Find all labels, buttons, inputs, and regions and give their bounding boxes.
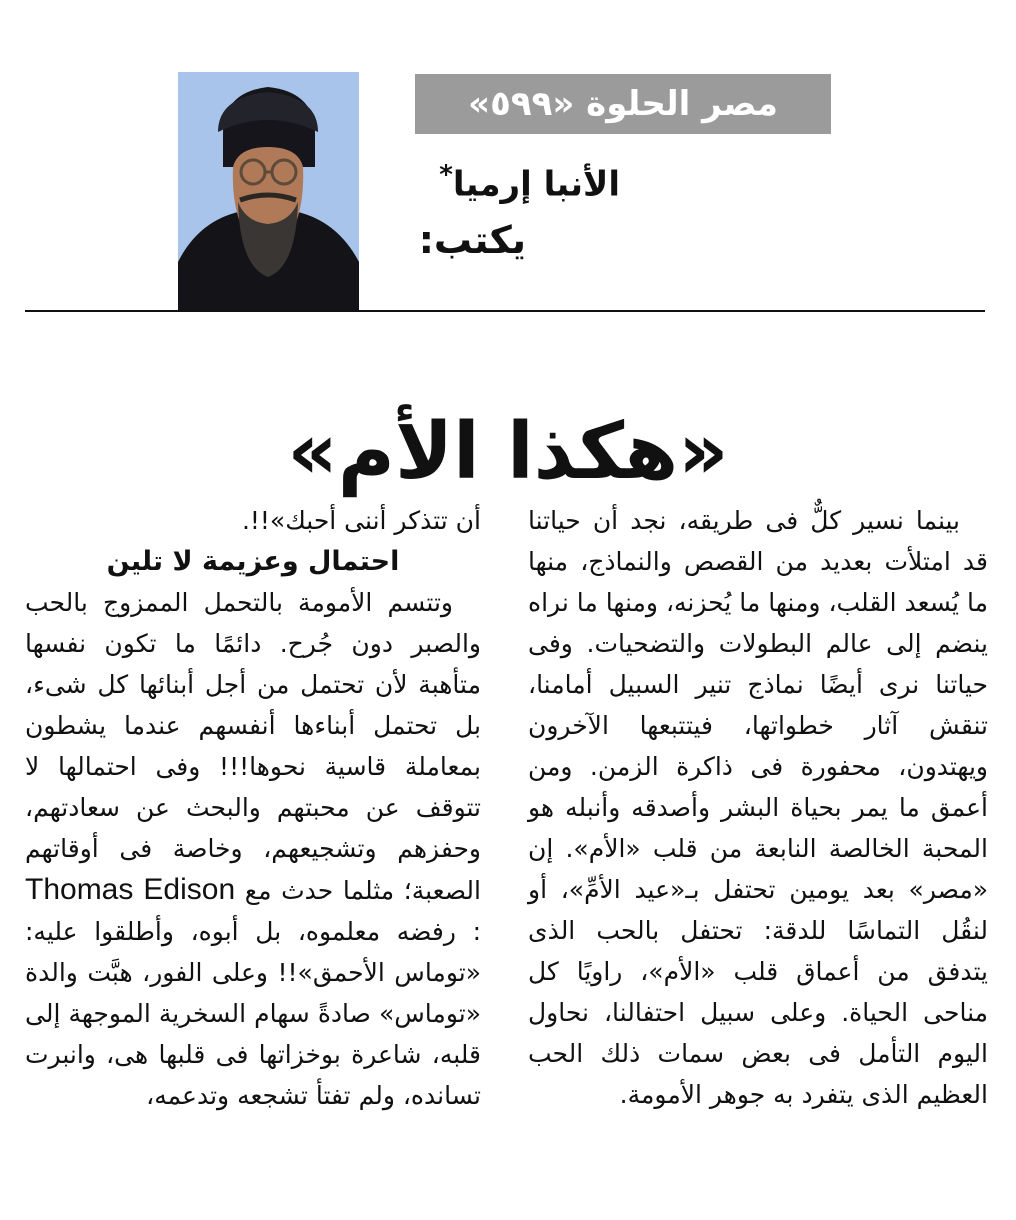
- author-portrait-image: [178, 72, 359, 310]
- author-byline: [435, 160, 620, 204]
- series-title-box: [415, 74, 831, 134]
- article-column-right: [528, 500, 988, 1115]
- paragraph-text-start: وتتسم الأمومة بالتحمل الممزوج بالحب والصبر دون جُرح. دائمًا ما تكون نفسها متأهبة لأن تحتمل من أجل أبنائها كل شىء، بل تحتمل أبناءها أنفسهم عندما يشطون بمعاملة قاسية نحوها!!! وفى احتمالها لا تتوقف عن محبتهم والبحث عن سعادتهم، وحفزهم وتشجيعهم، وخاصة فى أوقاتهم الصعبة؛ مثلما حدث مع: [25, 588, 481, 905]
- author-footnote-mark: *: [439, 160, 453, 190]
- author-photo: [178, 72, 359, 310]
- article-headline: «هكذا الأم»: [287, 407, 729, 498]
- article-paragraph-intro: بينما نسير كلٌّ فى طريقه، نجد أن حياتنا قد امتلأت بعديد من القصص والنماذج، منها ما يُسعد القلب، ومنها ما يُحزنه، ومنها ما نراه ينضم إلى عالم البطولات والتضحيات. وفى حياتنا نرى أيضًا نماذج تنير السبيل أمامنا، تنقش آثار خطواتها، فيتتبعها الآخرون ويهتدون، محفورة فى ذاكرة الزمن. ومن أعمق ما يمر بحياة البشر وأصدقه وأنبله هو المحبة الخالصة النابعة من قلب «الأم». إن «مصر» بعد يومين تحتفل بـ«عيد الأمِّ»، أو لنقُل التماسًا للدقة: تحتفل بالحب الذى يتدفق من أعماق قلب «الأم»، راويًا كل مناحى الحياة. وعلى سبيل احتفالنا، نحاول اليوم التأمل فى بعض سمات ذلك الحب العظيم الذى يتفرد به جوهر الأمومة.: [528, 506, 988, 1109]
- article-paragraph-motherhood: [25, 582, 481, 1116]
- article-lead-line: أن تتذكر أننى أحبك»!!.: [241, 506, 481, 535]
- author-name: الأنبا إرميا: [452, 164, 620, 205]
- series-title: مصر الحلوة «٥٩٩»: [468, 84, 778, 124]
- paragraph-text-end: : رفضه معلموه، بل أبوه، وأطلقوا عليه: «توماس الأحمق»!! وعلى الفور، هبَّت والدة «توماس» صادةً سهام السخرية الموجهة إلى قلبه، شاعرة بوخزاتها فى قلبها هى، وانبرت تسانده، ولم تفتأ تشجعه وتدعمه،: [25, 917, 481, 1110]
- writes-label: يكتب:: [418, 218, 526, 262]
- latin-name: Thomas Edison: [25, 873, 236, 906]
- article-header: [0, 0, 1016, 315]
- article-subheading: احتمال وعزيمة لا تلين: [106, 546, 400, 577]
- header-divider: [25, 310, 985, 312]
- article-column-left: [25, 500, 481, 1116]
